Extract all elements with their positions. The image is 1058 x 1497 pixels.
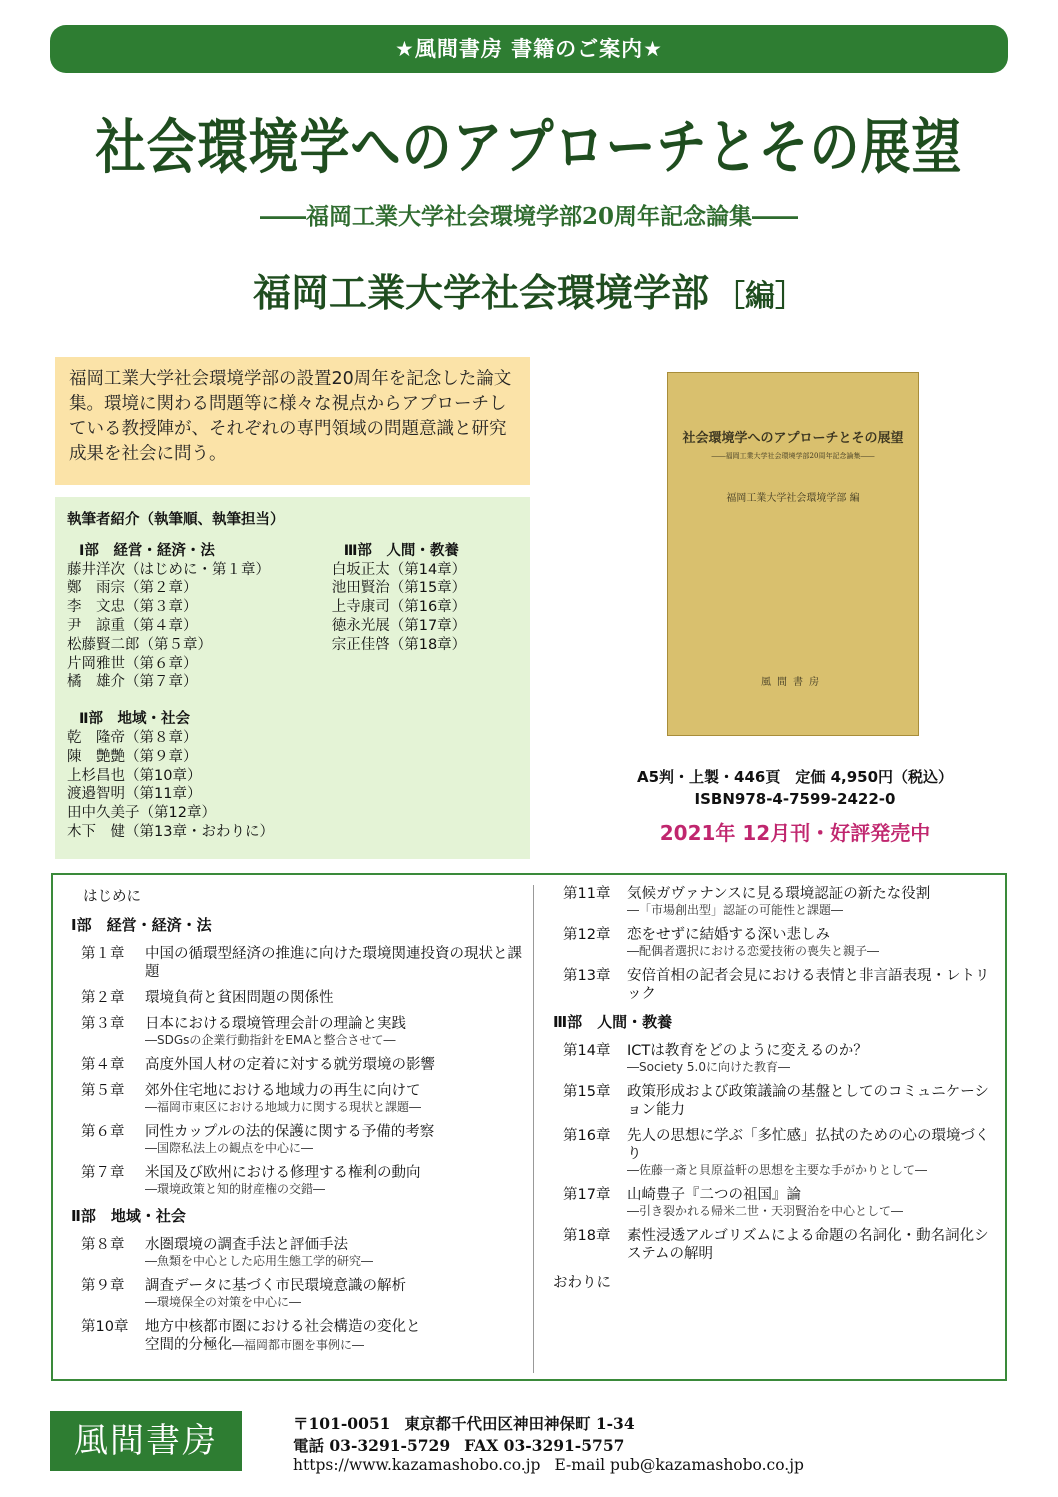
chapter-number: 第16章	[563, 1128, 611, 1144]
toc-outro: おわりに	[553, 1275, 611, 1291]
chapter-subtitle: ―国際私法上の観点を中心に―	[145, 1141, 314, 1155]
author-item: 橘 雄介（第７章）	[67, 674, 198, 691]
release-info: 2021年 12月刊・好評発売中	[659, 821, 931, 845]
chapter-subtitle: ―Society 5.0に向けた教育―	[627, 1060, 790, 1074]
toc-chapter	[81, 1015, 526, 1048]
chapter-title: 地方中核都市圏における社会構造の変化と	[145, 1319, 421, 1335]
toc-chapter	[563, 1042, 998, 1075]
cover-subtitle: ――福岡工業大学社会環境学部20周年記念論集――	[711, 452, 875, 460]
authors-part2-label: Ⅱ部 地域・社会	[79, 711, 191, 728]
author-item: 宗正佳啓（第18章）	[331, 636, 467, 653]
toc-chapter	[563, 1186, 998, 1219]
chapter-title: 先人の思想に学ぶ「多忙感」払拭のための心の環境づくり	[627, 1128, 990, 1162]
authors-col-left	[67, 542, 332, 842]
chapter-title: 気候ガヴァナンスに見る環境認証の新たな役割	[627, 886, 931, 902]
author-item: 渡邉智明（第11章）	[67, 786, 202, 803]
toc-part3-heading: Ⅲ部 人間・教養	[553, 1013, 673, 1031]
toc-intro: はじめに	[83, 889, 141, 905]
author-item: 白坂正太（第14章）	[331, 561, 467, 578]
table-of-contents	[51, 873, 1007, 1381]
chapter-subtitle: ―SDGsの企業行動指針をEMAと整合させて―	[145, 1033, 396, 1047]
toc-left-column	[71, 885, 526, 1362]
chapter-number: 第15章	[563, 1084, 611, 1100]
chapter-title: ICTは教育をどのように変えるのか？	[627, 1043, 868, 1059]
toc-part1-heading: Ⅰ部 経営・経済・法	[71, 916, 212, 934]
chapter-subtitle: ―福岡市東区における地域力に関する現状と課題―	[145, 1100, 422, 1114]
chapter-body	[627, 1127, 998, 1178]
chapter-title: 山崎豊子『二つの祖国』論	[627, 1187, 801, 1203]
cover-publisher: 風間書房	[761, 677, 825, 688]
authors-columns	[67, 542, 518, 842]
page-subtitle: ――福岡工業大学社会環境学部20周年記念論集――	[259, 203, 798, 230]
chapter-number: 第13章	[563, 968, 611, 984]
authors-box	[55, 497, 530, 859]
toc-chapter	[81, 989, 526, 1007]
cover-title: 社会環境学へのアプローチとその展望	[682, 431, 904, 446]
toc-chapter	[81, 1123, 526, 1156]
author-item: 田中久美子（第12章）	[67, 805, 216, 822]
book-cover-image	[667, 372, 919, 736]
chapter-title-cont	[145, 1336, 526, 1354]
fax-number: FAX 03-3291-5757	[464, 1436, 625, 1455]
chapter-number: 第２章	[81, 990, 125, 1006]
chapter-title: 水圏環境の調査手法と評価手法	[145, 1237, 348, 1253]
chapter-body	[145, 1318, 526, 1354]
toc-chapter	[81, 1277, 526, 1310]
chapter-title: 郊外住宅地における地域力の再生に向けて	[145, 1083, 421, 1099]
author-item: 李 文忠（第３章）	[67, 599, 198, 616]
authors-part3-label: Ⅲ部 人間・教養	[343, 542, 459, 559]
chapter-body	[145, 1236, 526, 1269]
chapter-title: 日本における環境管理会計の理論と実践	[145, 1016, 406, 1032]
chapter-title: 素性浸透アルゴリズムによる命題の名詞化・動名詞化システムの解明	[627, 1228, 989, 1262]
toc-chapter	[563, 1083, 998, 1119]
author-item: 徳永光展（第17章）	[331, 617, 467, 634]
chapter-subtitle: ―魚類を中心とした応用生態工学的研究―	[145, 1254, 374, 1268]
chapter-number: 第９章	[81, 1278, 125, 1294]
author-item: 陳 艶艶（第９章）	[67, 748, 198, 765]
toc-chapter	[81, 1164, 526, 1197]
chapter-title: 調査データに基づく市民環境意識の解析	[145, 1278, 406, 1294]
toc-chapter	[81, 1056, 526, 1074]
toc-divider	[533, 885, 534, 1373]
editor-name: 福岡工業大学社会環境学部	[252, 270, 709, 315]
toc-chapter	[81, 1318, 526, 1354]
chapter-body	[627, 1042, 998, 1075]
authors-part1-label: Ⅰ部 経営・経済・法	[79, 542, 215, 559]
toc-chapter	[563, 885, 998, 918]
chapter-title-line2: 空間的分極化	[145, 1337, 232, 1353]
chapter-body	[627, 885, 998, 918]
author-item: 尹 諒重（第４章）	[67, 617, 198, 634]
book-isbn: ISBN978-4-7599-2422-0	[694, 790, 896, 808]
chapter-title: 中国の循環型経済の推進に向けた環境関連投資の現状と課題	[145, 946, 522, 980]
editor-suffix: ［編］	[715, 279, 805, 314]
chapter-title: 恋をせずに結婚する深い悲しみ	[627, 927, 830, 943]
author-item: 松藤賢二郎（第５章）	[67, 636, 212, 653]
toc-right-column	[553, 885, 998, 1300]
chapter-title: 環境負荷と貧困問題の関係性	[145, 990, 334, 1006]
publisher-logo: 風間書房	[50, 1411, 242, 1471]
chapter-body	[627, 1186, 998, 1219]
chapter-number: 第７章	[81, 1165, 125, 1181]
chapter-title: 同性カップルの法的保護に関する予備的考察	[145, 1124, 435, 1140]
toc-chapter	[563, 926, 998, 959]
chapter-body	[627, 926, 998, 959]
street-address: 東京都千代田区神田神保町 1-34	[404, 1414, 635, 1433]
chapter-number: 第12章	[563, 927, 611, 943]
author-item: 片岡雅世（第６章）	[67, 655, 198, 672]
chapter-number: 第14章	[563, 1043, 611, 1059]
author-item: 鄭 雨宗（第２章）	[67, 580, 198, 597]
toc-part2-heading: Ⅱ部 地域・社会	[71, 1207, 186, 1225]
chapter-number: 第11章	[563, 886, 611, 902]
spacer	[67, 692, 332, 710]
chapter-number: 第３章	[81, 1016, 125, 1032]
chapter-body	[145, 1082, 526, 1115]
phone-number: 電話 03-3291-5729	[293, 1436, 451, 1455]
author-item: 上杉昌也（第10章）	[67, 767, 202, 784]
email-link[interactable]: E-mail pub@kazamashobo.co.jp	[554, 1456, 804, 1474]
chapter-title: 政策形成および政策議論の基盤としてのコミュニケーション能力	[627, 1084, 989, 1118]
chapter-subtitle: ―環境保全の対策を中心に―	[145, 1295, 302, 1309]
chapter-title: 米国及び欧州における修理する権利の動向	[145, 1165, 421, 1181]
description-box: 福岡工業大学社会環境学部の設置20周年を記念した論文集。環境に関わる問題等に様々な視点からアプローチしている教授陣が、それぞれの専門領域の問題意識と研究成果を社会に問う。	[55, 357, 530, 485]
toc-chapter	[563, 1227, 998, 1263]
contact-address	[293, 1412, 649, 1434]
author-item: 木下 健（第13章・おわりに）	[67, 823, 274, 840]
chapter-title: 高度外国人材の定着に対する就労環境の影響	[145, 1057, 435, 1073]
author-item: 池田賢治（第15章）	[331, 580, 467, 597]
contact-phone	[293, 1434, 638, 1456]
chapter-subtitle: ―福岡都市圏を事例に―	[232, 1338, 365, 1352]
toc-chapter	[81, 1082, 526, 1115]
contact-web	[293, 1456, 818, 1474]
chapter-number: 第８章	[81, 1237, 125, 1253]
chapter-subtitle: ―佐藤一斎と貝原益軒の思想を主要な手がかりとして―	[627, 1163, 928, 1177]
chapter-subtitle: ―配偶者選択における恋愛技術の喪失と親子―	[627, 944, 880, 958]
authors-heading: 執筆者紹介（執筆順、執筆担当）	[67, 512, 285, 528]
chapter-title: 安倍首相の記者会見における表情と非言語表現・レトリック	[627, 968, 990, 1002]
author-item: 藤井洋次（はじめに・第１章）	[67, 561, 270, 578]
chapter-number: 第５章	[81, 1083, 125, 1099]
toc-chapter	[563, 967, 998, 1003]
toc-chapter	[563, 1127, 998, 1178]
author-item: 乾 隆帝（第８章）	[67, 729, 198, 746]
chapter-subtitle: ―「市場創出型」認証の可能性と課題―	[627, 903, 844, 917]
postal-code: 〒101-0051	[293, 1414, 391, 1433]
toc-chapter	[81, 945, 526, 981]
top-banner: ★風間書房 書籍のご案内★	[50, 25, 1008, 73]
website-link[interactable]: https://www.kazamashobo.co.jp	[293, 1456, 541, 1474]
chapter-subtitle: ―環境政策と知的財産権の交錯―	[145, 1182, 326, 1196]
author-item: 上寺康司（第16章）	[331, 599, 467, 616]
cover-editor: 福岡工業大学社会環境学部 編	[726, 493, 860, 504]
chapter-number: 第６章	[81, 1124, 125, 1140]
authors-col-right	[332, 542, 518, 842]
toc-chapter	[81, 1236, 526, 1269]
chapter-number: 第10章	[81, 1319, 129, 1335]
chapter-number: 第17章	[563, 1187, 611, 1203]
chapter-number: 第18章	[563, 1228, 611, 1244]
chapter-body	[145, 1164, 526, 1197]
chapter-subtitle: ―引き裂かれる帰米二世・天羽賢治を中心として―	[627, 1204, 904, 1218]
book-specs: A5判・上製・446頁 定価 4,950円（税込）	[636, 768, 954, 786]
chapter-body	[145, 1015, 526, 1048]
chapter-number: 第１章	[81, 946, 125, 962]
editor-line	[0, 262, 1058, 317]
chapter-number: 第４章	[81, 1057, 125, 1073]
chapter-body	[145, 1123, 526, 1156]
page-title: 社会環境学へのアプローチとその展望	[95, 111, 963, 182]
chapter-body	[145, 1277, 526, 1310]
